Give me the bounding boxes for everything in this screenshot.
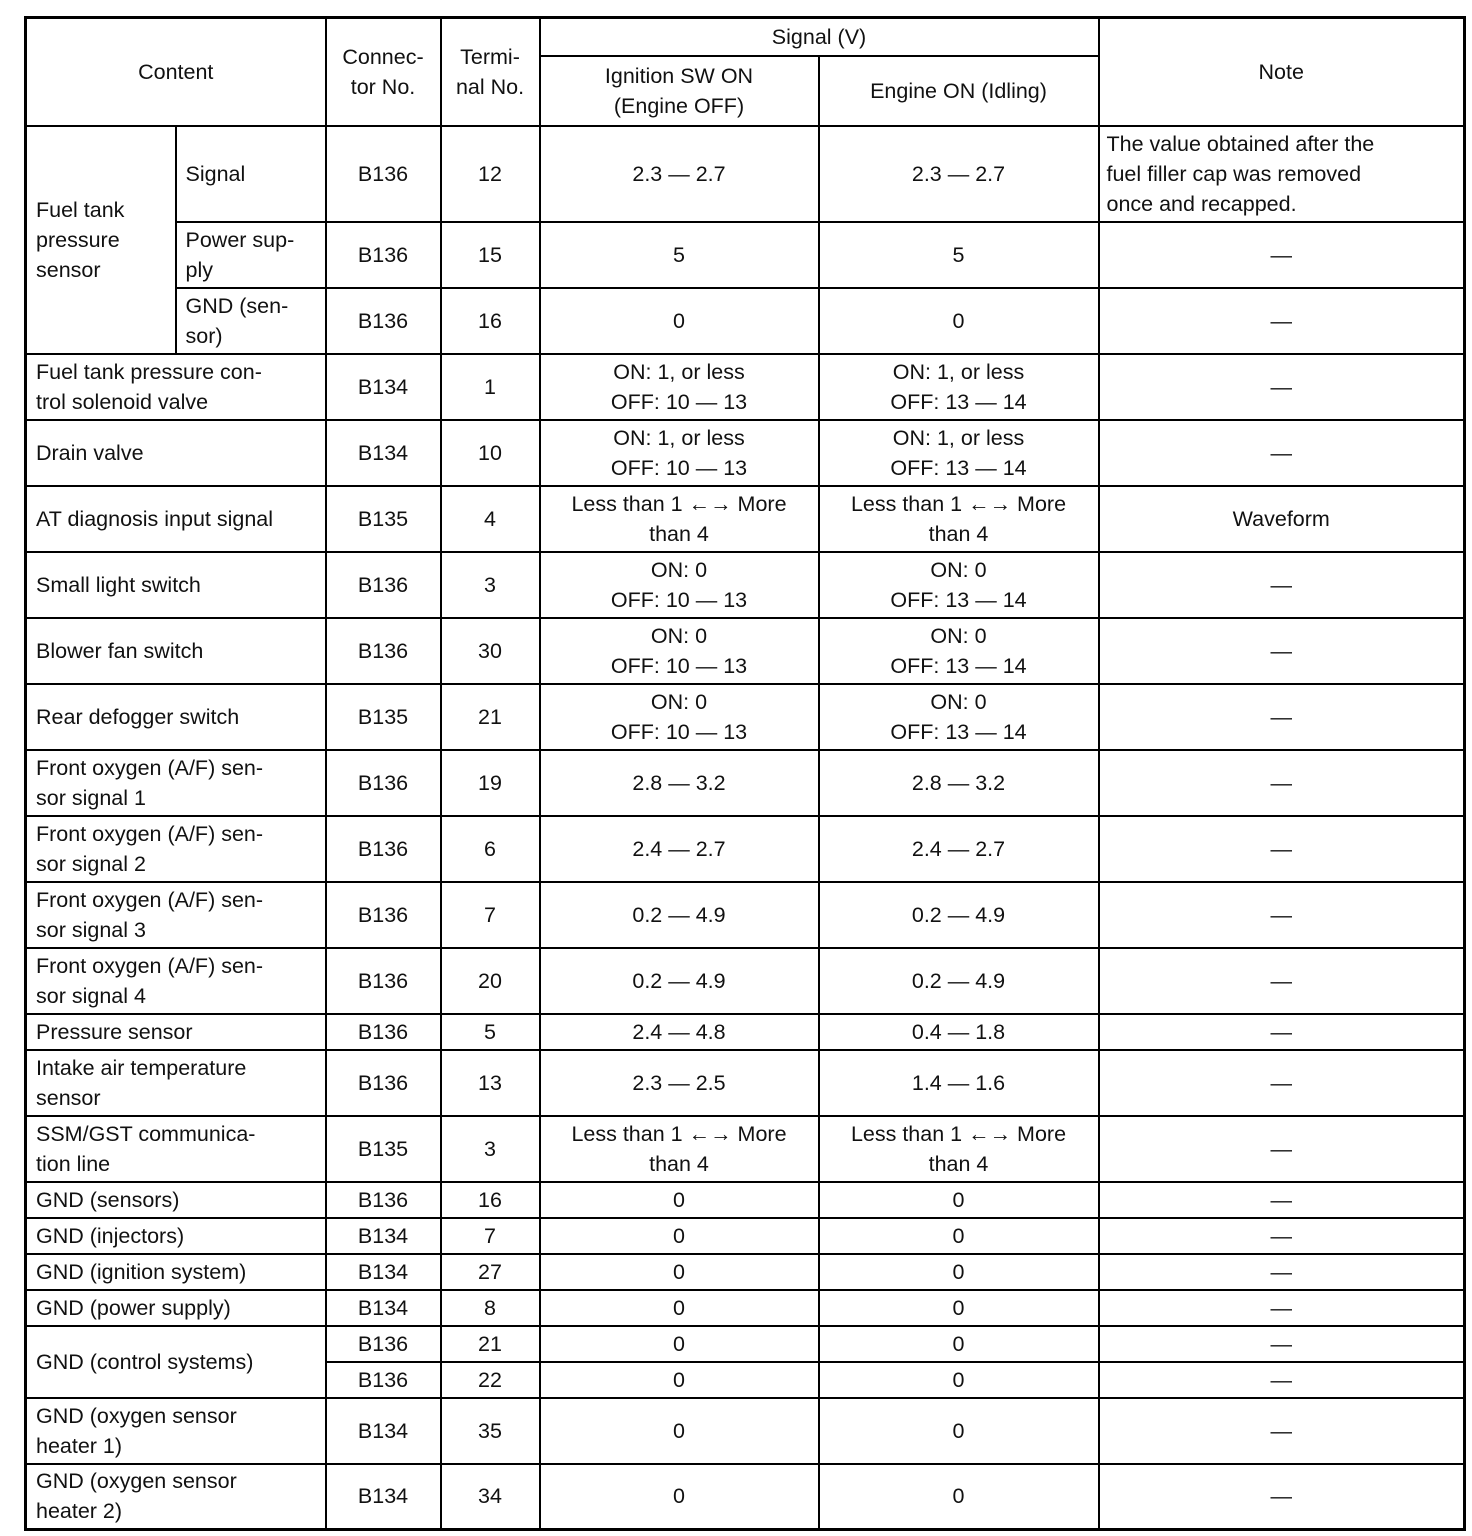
terminal-no: 1 (441, 354, 540, 420)
table-row (26, 1398, 1465, 1464)
header-engine-on: Engine ON (Idling) (819, 56, 1099, 126)
content: GND (power supply) (26, 1290, 326, 1326)
signal-engine-on: ON: 0 OFF: 13 — 14 (819, 618, 1099, 684)
terminal-no: 20 (441, 948, 540, 1014)
signal-ignition-on: 2.4 — 2.7 (540, 816, 819, 882)
connector-no: B136 (326, 126, 441, 222)
note: — (1099, 816, 1465, 882)
signal-ignition-on: 5 (540, 222, 819, 288)
connector-no: B134 (326, 420, 441, 486)
terminal-no: 3 (441, 1116, 540, 1182)
signal-ignition-on: 0 (540, 1326, 819, 1362)
note: — (1099, 1014, 1465, 1050)
content: Pressure sensor (26, 1014, 326, 1050)
terminal-no: 3 (441, 552, 540, 618)
connector-no: B136 (326, 948, 441, 1014)
signal-ignition-on: 0 (540, 1254, 819, 1290)
signal-engine-on: 0.2 — 4.9 (819, 882, 1099, 948)
signal-ignition-on: 2.3 — 2.7 (540, 126, 819, 222)
note: — (1099, 684, 1465, 750)
note: — (1099, 882, 1465, 948)
note: — (1099, 1464, 1465, 1530)
content: GND (injectors) (26, 1218, 326, 1254)
connector-no: B134 (326, 1218, 441, 1254)
signal-ignition-on: 2.8 — 3.2 (540, 750, 819, 816)
connector-no: B134 (326, 1290, 441, 1326)
signal-engine-on: 2.4 — 2.7 (819, 816, 1099, 882)
content: Blower fan switch (26, 618, 326, 684)
signal-spec-table (24, 16, 1466, 1531)
table-row (26, 126, 1465, 222)
content-sub: Power sup- ply (176, 222, 326, 288)
note: Waveform (1099, 486, 1465, 552)
content: SSM/GST communica- tion line (26, 1116, 326, 1182)
content-sub: Signal (176, 126, 326, 222)
note: — (1099, 552, 1465, 618)
terminal-no: 21 (441, 684, 540, 750)
content: Front oxygen (A/F) sen- sor signal 4 (26, 948, 326, 1014)
signal-ignition-on: ON: 1, or less OFF: 10 — 13 (540, 420, 819, 486)
table-row (26, 948, 1465, 1014)
note: — (1099, 1326, 1465, 1362)
signal-engine-on: 0 (819, 1398, 1099, 1464)
terminal-no: 5 (441, 1014, 540, 1050)
note: — (1099, 1050, 1465, 1116)
terminal-no: 16 (441, 288, 540, 354)
header-ignition-sw-on: Ignition SW ON (Engine OFF) (540, 56, 819, 126)
terminal-no: 19 (441, 750, 540, 816)
signal-ignition-on: 2.3 — 2.5 (540, 1050, 819, 1116)
signal-ignition-on: 0 (540, 1182, 819, 1218)
signal-ignition-on: 0 (540, 1464, 819, 1530)
signal-ignition-on: ON: 0 OFF: 10 — 13 (540, 552, 819, 618)
table-row (26, 1182, 1465, 1218)
connector-no: B134 (326, 1464, 441, 1530)
signal-engine-on: 0 (819, 1326, 1099, 1362)
header-content: Content (26, 18, 326, 126)
signal-ignition-on: 0 (540, 1398, 819, 1464)
connector-no: B136 (326, 882, 441, 948)
signal-ignition-on: ON: 0 OFF: 10 — 13 (540, 618, 819, 684)
note: — (1099, 222, 1465, 288)
content: Intake air temperature sensor (26, 1050, 326, 1116)
note: — (1099, 1398, 1465, 1464)
content-group-fuel-tank-pressure-sensor: Fuel tank pressure sensor (26, 126, 176, 354)
connector-no: B135 (326, 684, 441, 750)
signal-engine-on: 0 (819, 1290, 1099, 1326)
table-row (26, 1464, 1465, 1530)
connector-no: B136 (326, 288, 441, 354)
signal-ignition-on: Less than 1 ←→ More than 4 (540, 1116, 819, 1182)
connector-no: B134 (326, 354, 441, 420)
note: — (1099, 1116, 1465, 1182)
signal-engine-on: 0 (819, 1362, 1099, 1398)
terminal-no: 7 (441, 1218, 540, 1254)
header-row-1 (26, 18, 1465, 56)
signal-engine-on: ON: 1, or less OFF: 13 — 14 (819, 420, 1099, 486)
terminal-no: 8 (441, 1290, 540, 1326)
connector-no: B135 (326, 486, 441, 552)
terminal-no: 12 (441, 126, 540, 222)
terminal-no: 34 (441, 1464, 540, 1530)
table-row (26, 1050, 1465, 1116)
table-row (26, 1218, 1465, 1254)
signal-engine-on: 0 (819, 1464, 1099, 1530)
terminal-no: 13 (441, 1050, 540, 1116)
signal-engine-on: 0.4 — 1.8 (819, 1014, 1099, 1050)
connector-no: B136 (326, 1182, 441, 1218)
header-note: Note (1099, 18, 1465, 126)
content: Rear defogger switch (26, 684, 326, 750)
terminal-no: 10 (441, 420, 540, 486)
signal-engine-on: ON: 0 OFF: 13 — 14 (819, 684, 1099, 750)
connector-no: B136 (326, 750, 441, 816)
content-sub: GND (sen- sor) (176, 288, 326, 354)
signal-engine-on: ON: 1, or less OFF: 13 — 14 (819, 354, 1099, 420)
connector-no: B136 (326, 1326, 441, 1362)
header-signal: Signal (V) (540, 18, 1099, 56)
table-row (26, 816, 1465, 882)
terminal-no: 35 (441, 1398, 540, 1464)
connector-no: B136 (326, 1050, 441, 1116)
connector-no: B136 (326, 816, 441, 882)
signal-engine-on: 0 (819, 1182, 1099, 1218)
connector-no: B136 (326, 222, 441, 288)
terminal-no: 16 (441, 1182, 540, 1218)
signal-engine-on: Less than 1 ←→ More than 4 (819, 1116, 1099, 1182)
note: — (1099, 1182, 1465, 1218)
header-terminal-no: Termi- nal No. (441, 18, 540, 126)
table-row (26, 1290, 1465, 1326)
signal-ignition-on: Less than 1 ←→ More than 4 (540, 486, 819, 552)
signal-engine-on: 5 (819, 222, 1099, 288)
content: GND (oxygen sensor heater 1) (26, 1398, 326, 1464)
content: AT diagnosis input signal (26, 486, 326, 552)
note: — (1099, 618, 1465, 684)
table-row (26, 750, 1465, 816)
note: The value obtained after the fuel filler cap was removed once and recapped. (1099, 126, 1465, 222)
terminal-no: 30 (441, 618, 540, 684)
signal-engine-on: 0 (819, 1218, 1099, 1254)
signal-ignition-on: 0.2 — 4.9 (540, 882, 819, 948)
content: Drain valve (26, 420, 326, 486)
table-row (26, 354, 1465, 420)
connector-no: B134 (326, 1398, 441, 1464)
terminal-no: 22 (441, 1362, 540, 1398)
header-connector-no: Connec- tor No. (326, 18, 441, 126)
note: — (1099, 1218, 1465, 1254)
table-row (26, 1014, 1465, 1050)
terminal-no: 7 (441, 882, 540, 948)
note: — (1099, 420, 1465, 486)
table-row (26, 486, 1465, 552)
content: GND (sensors) (26, 1182, 326, 1218)
content: Front oxygen (A/F) sen- sor signal 1 (26, 750, 326, 816)
connector-no: B136 (326, 552, 441, 618)
note: — (1099, 1290, 1465, 1326)
note: — (1099, 354, 1465, 420)
table-row (26, 552, 1465, 618)
content: Front oxygen (A/F) sen- sor signal 3 (26, 882, 326, 948)
connector-no: B135 (326, 1116, 441, 1182)
signal-ignition-on: 0.2 — 4.9 (540, 948, 819, 1014)
note: — (1099, 750, 1465, 816)
table-row (26, 618, 1465, 684)
signal-ignition-on: 2.4 — 4.8 (540, 1014, 819, 1050)
signal-ignition-on: 0 (540, 1290, 819, 1326)
content: GND (ignition system) (26, 1254, 326, 1290)
note: — (1099, 1362, 1465, 1398)
terminal-no: 15 (441, 222, 540, 288)
content: Fuel tank pressure con- trol solenoid valve (26, 354, 326, 420)
signal-engine-on: 0 (819, 1254, 1099, 1290)
note: — (1099, 948, 1465, 1014)
signal-ignition-on: 0 (540, 1362, 819, 1398)
table-row (26, 1116, 1465, 1182)
table-row (26, 1254, 1465, 1290)
signal-ignition-on: ON: 1, or less OFF: 10 — 13 (540, 354, 819, 420)
signal-engine-on: ON: 0 OFF: 13 — 14 (819, 552, 1099, 618)
terminal-no: 4 (441, 486, 540, 552)
connector-no: B136 (326, 1014, 441, 1050)
signal-engine-on: 2.3 — 2.7 (819, 126, 1099, 222)
connector-no: B134 (326, 1254, 441, 1290)
content: Small light switch (26, 552, 326, 618)
note: — (1099, 288, 1465, 354)
table-body (26, 18, 1465, 1530)
terminal-no: 27 (441, 1254, 540, 1290)
note: — (1099, 1254, 1465, 1290)
signal-ignition-on: 0 (540, 288, 819, 354)
signal-engine-on: 1.4 — 1.6 (819, 1050, 1099, 1116)
table-row (26, 1326, 1465, 1362)
signal-ignition-on: ON: 0 OFF: 10 — 13 (540, 684, 819, 750)
table-row (26, 684, 1465, 750)
table-row (26, 288, 1465, 354)
connector-no: B136 (326, 1362, 441, 1398)
content: GND (oxygen sensor heater 2) (26, 1464, 326, 1530)
connector-no: B136 (326, 618, 441, 684)
signal-engine-on: 2.8 — 3.2 (819, 750, 1099, 816)
terminal-no: 21 (441, 1326, 540, 1362)
signal-engine-on: 0.2 — 4.9 (819, 948, 1099, 1014)
table-row (26, 882, 1465, 948)
content: Front oxygen (A/F) sen- sor signal 2 (26, 816, 326, 882)
content-gnd-control-systems: GND (control systems) (26, 1326, 326, 1398)
signal-ignition-on: 0 (540, 1218, 819, 1254)
table-row (26, 420, 1465, 486)
table-row (26, 222, 1465, 288)
terminal-no: 6 (441, 816, 540, 882)
signal-engine-on: 0 (819, 288, 1099, 354)
signal-engine-on: Less than 1 ←→ More than 4 (819, 486, 1099, 552)
